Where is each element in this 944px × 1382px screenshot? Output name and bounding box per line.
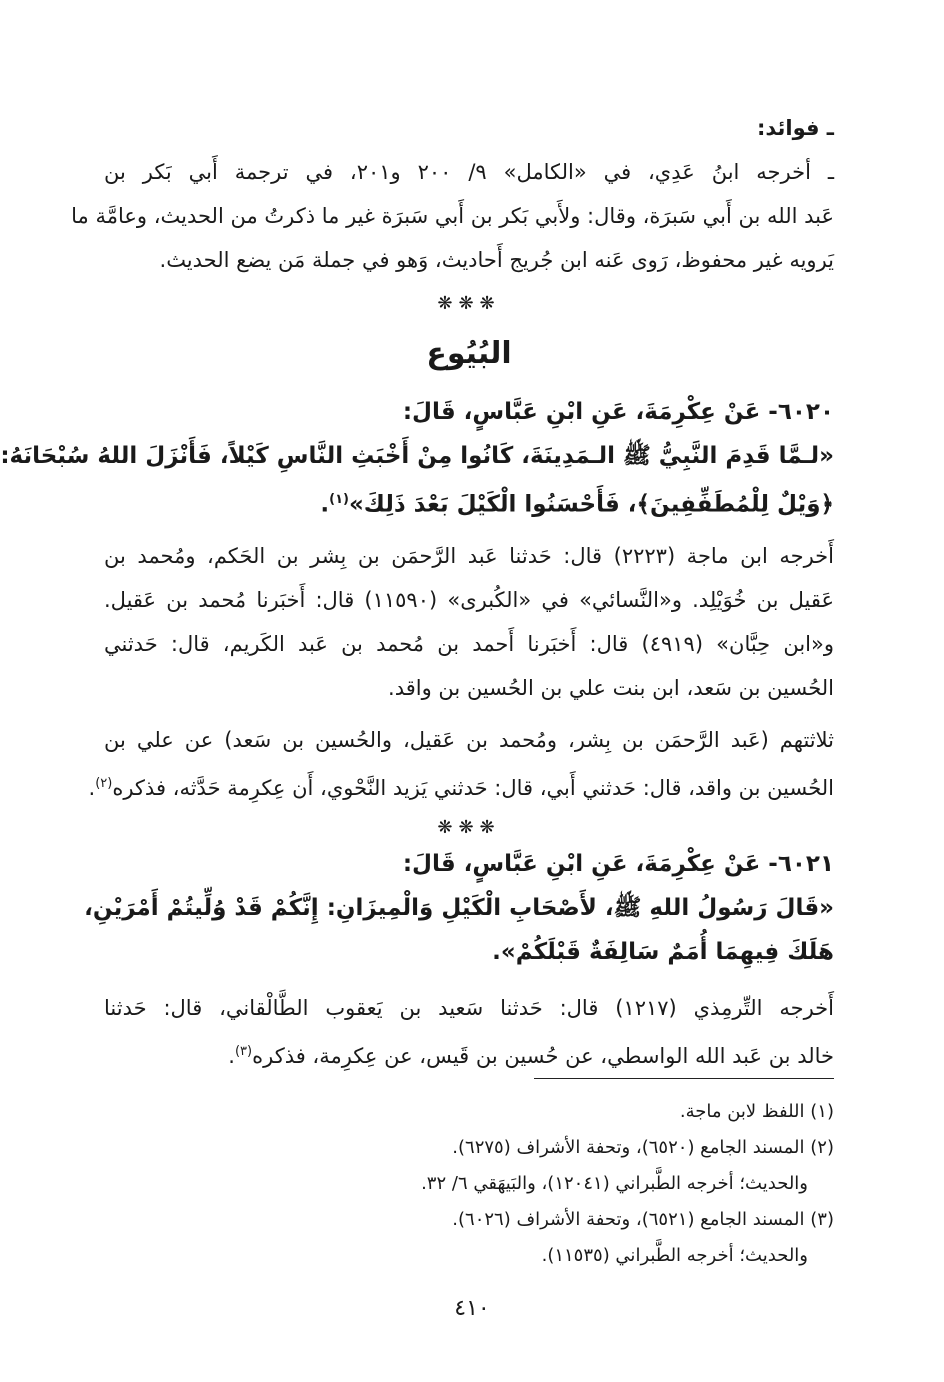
hadith-6020-summary — [88, 718, 834, 850]
footnote-ref-1: (١) — [329, 492, 349, 507]
footnote-1: (١) اللفظ لابن ماجة. — [679, 1101, 834, 1122]
takhrij-6020-line-2: عَقيل بن خُوَيْلِد. و«النَّسائي» في «الكُبرى» (١١٥٩٠) قال: أَخبَرنا مُحمد بن عَقيل. — [104, 588, 834, 612]
section-separator-1: ❋❋❋ — [437, 293, 501, 314]
chapter-block — [104, 324, 834, 384]
takhrij-6021-line-2: خالد بن عَبد الله الواسطي، عن حُسين بن قَيس، عن عِكرِمة، فذكره$^{(٣)}$. — [228, 1044, 834, 1068]
footnote-ref-2: (٢) — [95, 776, 113, 791]
page-number: ٤١٠ — [454, 1296, 490, 1321]
footnotes — [104, 1094, 834, 1274]
fawaid-line-1: ـ أخرجه ابنُ عَدِي، في «الكامل» ٩/ ٢٠٠ و٢٠١، في ترجمة أَبي بَكر بن — [104, 160, 834, 184]
hadith-6020-matn-2: ﴿وَيْلٌ لِلْمُطَفِّفِينَ﴾، فَأَحْسَنُوا الْكَيْلَ بَعْدَ ذَلِكَ»$^{(١)}$. — [320, 491, 834, 518]
hadith-6021-isnad: ٦٠٢١- عَنْ عِكْرِمَةَ، عَنِ ابْنِ عَبَّاسٍ، قَالَ: — [402, 851, 834, 877]
takhrij-6021-line-1: أَخرجه التِّرمِذي (١٢١٧) قال: حَدثنا سَعيد بن يَعقوب الطَّالْقاني، قال: حَدثنا — [104, 996, 834, 1020]
summary-6020-line-1: ثلاثتهم (عَبد الرَّحمَن بن بِشر، ومُحمد بن عَقيل، والحُسين بن سَعد) عن علي بن — [104, 728, 834, 752]
footnote-ref-3: (٣) — [234, 1044, 253, 1059]
takhrij-6020-line-1: أَخرجه ابن ماجة (٢٢٢٣) قال: حَدثنا عَبد الرَّحمَن بن بِشر بن الحَكم، ومُحمد بن — [104, 544, 834, 568]
fawaid-line-3: يَرويه غير محفوظ، رَوى عَنه ابن جُريج أَحاديث، وَهو في جملة مَن يضع الحديث. — [159, 248, 834, 272]
footnote-2-continuation: والحديث؛ أخرجه الطَّبراني (١٢٠٤١)، والبَيهَقي ٦/ ٣٢. — [421, 1173, 808, 1194]
footnote-3: (٣) المسند الجامع (٦٥٢١)، وتحفة الأشراف (٦٠٢٦). — [452, 1209, 834, 1230]
hadith-6020 — [0, 390, 834, 522]
section-separator-2: ❋❋❋ — [437, 817, 501, 838]
chapter-title: البُيُوع — [426, 336, 512, 371]
hadith-6020-matn-2-text: ﴿وَيْلٌ لِلْمُطَفِّفِينَ﴾، فَأَحْسَنُوا الْكَيْلَ بَعْدَ ذَلِكَ» — [348, 491, 834, 518]
hadith-6020-takhrij — [104, 534, 834, 710]
hadith-6021-matn-2: هَلَكَ فِيهِمَا أُمَمٌ سَالِفَةٌ قَبْلَكُمْ». — [492, 939, 834, 965]
takhrij-6020-line-4: الحُسين بن سَعد، ابن بنت علي بن الحُسين بن واقد. — [388, 676, 834, 700]
footnote-3-continuation: والحديث؛ أخرجه الطَّبراني (١١٥٣٥). — [541, 1245, 808, 1266]
takhrij-6021-line-2-text: خالد بن عَبد الله الواسطي، عن حُسين بن قَيس، عن عِكرِمة، فذكره — [252, 1044, 834, 1068]
summary-6020-line-2-text: الحُسين بن واقد، قال: حَدثني أَبي، قال: حَدثني يَزيد النَّحْوي، أَن عِكرِمة حَدَّثه، فذكره — [112, 776, 834, 800]
hadith-6021 — [84, 842, 834, 974]
footnote-2: (٢) المسند الجامع (٦٥٢٠)، وتحفة الأشراف (٦٢٧٥). — [452, 1137, 834, 1158]
hadith-6020-matn-1: «لـمَّا قَدِمَ النَّبِيُّ ﷺ الـمَدِينَةَ، كَانُوا مِنْ أَخْبَثِ النَّاسِ كَيْلاً، فَأَنْزَلَ اللهُ سُبْحَانَهُ: — [0, 443, 834, 469]
fawaid-heading: ـ فوائد: — [756, 116, 834, 140]
takhrij-6020-line-3: و«ابن حِبَّان» (٤٩١٩) قال: أَخبَرنا أَحمد بن مُحمد بن عَبد الكَريم، قال: حَدثني — [104, 632, 834, 656]
summary-6020-line-2: الحُسين بن واقد، قال: حَدثني أَبي، قال: حَدثني يَزيد النَّحْوي، أَن عِكرِمة حَدَّثه، فذكره$^{(٢)}$. — [88, 776, 834, 800]
hadith-6020-isnad: ٦٠٢٠- عَنْ عِكْرِمَةَ، عَنِ ابْنِ عَبَّاسٍ، قَالَ: — [402, 399, 834, 425]
hadith-6021-takhrij — [104, 986, 834, 1074]
fawaid-line-2: عَبد الله بن أَبي سَبرَة، وقال: ولأَبي بَكر بن أَبي سَبرَة غير ما ذكرتُ من الحديث، وعامَّة ما — [71, 204, 834, 228]
footnote-divider — [534, 1078, 834, 1079]
hadith-6021-matn-1: «قَالَ رَسُولُ اللهِ ﷺ، لأَصْحَابِ الْكَيْلِ وَالْمِيزَانِ: إِنَّكُمْ قَدْ وُلِّيتُمْ أَمْرَيْنِ، — [84, 895, 834, 921]
fawaid-section — [71, 106, 834, 326]
